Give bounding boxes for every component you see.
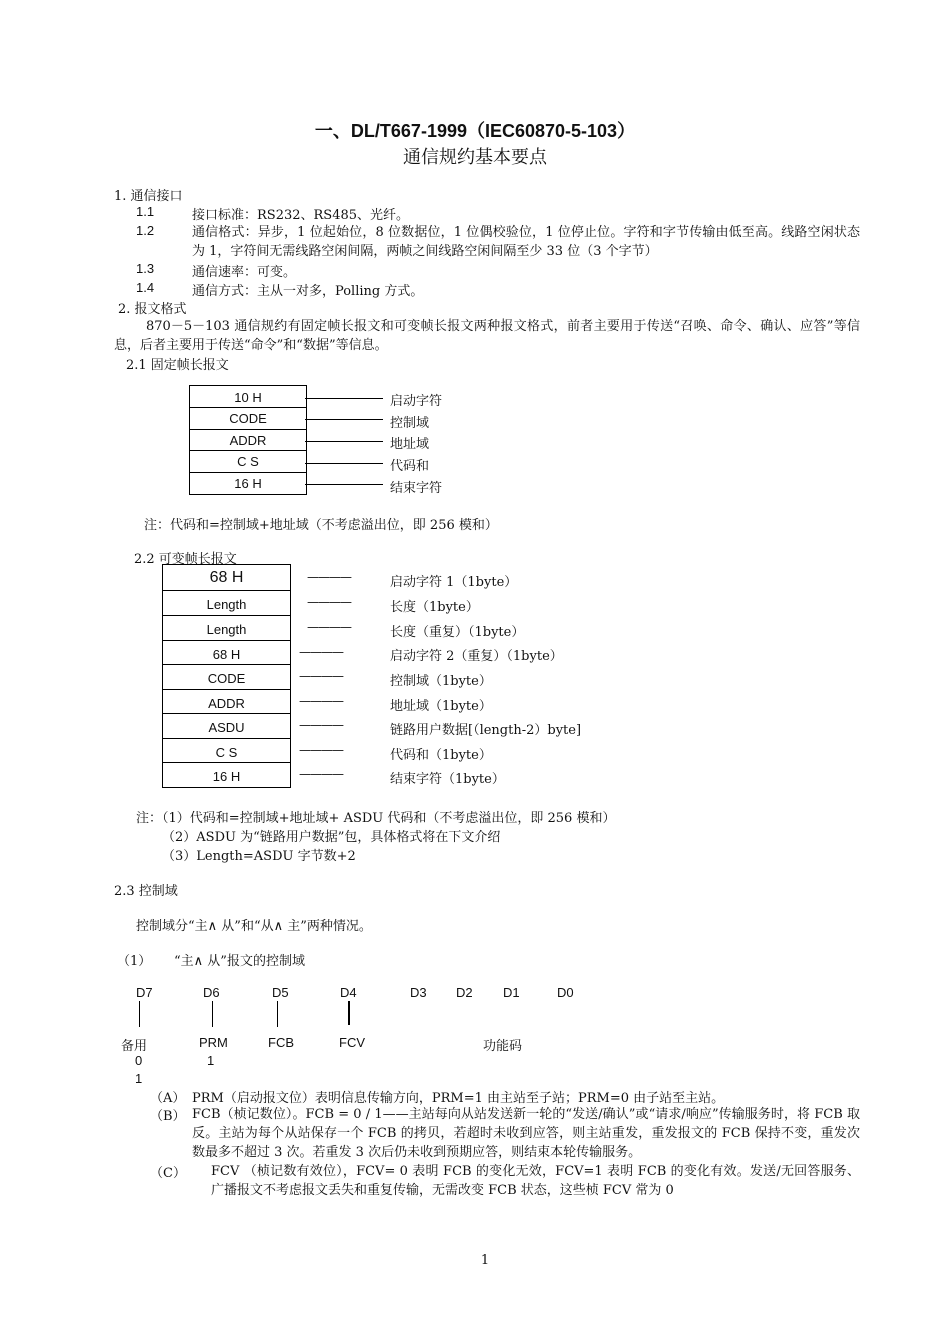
variable-frame-label: 启动字符 1（1byte） [390, 575, 518, 590]
bit-tick [139, 1001, 140, 1027]
dash-connector: ———— [307, 570, 351, 584]
section-2-intro: 870－5－103 通信规约有固定帧长报文和可变帧长报文两种报文格式，前者主要用于传送“召唤、命令、确认、应答”等信息，后者主要用于传送“命令”和“数据”等信息。 [114, 319, 860, 353]
item-text: 通信速率：可变。 [192, 265, 297, 280]
item-tag: （B） [150, 1109, 186, 1124]
fixed-frame-label: 结束字符 [390, 481, 443, 496]
subsection-number: （1） [117, 954, 152, 969]
fixed-frame-note: 注：代码和=控制域+地址域（不考虑溢出位，即 256 模和） [144, 518, 498, 533]
bit-tick [277, 1001, 278, 1027]
fixed-frame-cell: 10 H [234, 390, 262, 405]
variable-frame-label: 代码和（1byte） [390, 748, 492, 763]
dash-connector: ———— [299, 767, 343, 781]
item-num: 1.3 [136, 261, 155, 276]
fixed-frame-label: 控制域 [390, 416, 430, 431]
section-1-heading: 1. 通信接口 [114, 189, 183, 204]
fixed-frame-cell: ADDR [190, 429, 306, 451]
subsection-title: “主∧ 从”报文的控制域 [174, 954, 305, 969]
item-num: 1.1 [136, 204, 155, 219]
bit-label: D2 [456, 985, 473, 1000]
fixed-frame-label: 启动字符 [390, 394, 443, 409]
item-num: 1.2 [136, 223, 155, 238]
variable-frame-label: 长度（1byte） [390, 600, 479, 615]
variable-frame-note: （3）Length=ASDU 字节数+2 [162, 849, 356, 864]
variable-frame-cell: 68 H [209, 569, 244, 586]
variable-frame-label: 控制域（1byte） [390, 674, 492, 689]
connector-line [305, 419, 383, 420]
item-num: 1.4 [136, 280, 155, 295]
variable-frame-cell: ADDR [163, 689, 290, 714]
item-body: FCV （桢记数有效位），FCV= 0 表明 FCB 的变化无效，FCV=1 表明 FCB 的变化有效。发送/无回答服务、广播报文不考虑报文丢失和重复传输，无需改变 FCB 状态，这些桢 FCV 常为 0 [211, 1164, 860, 1198]
field-label: 备用 [121, 1039, 148, 1054]
variable-frame-note: （2）ASDU 为“链路用户数据”包，具体格式将在下文介绍 [162, 830, 501, 845]
variable-frame-cell: ASDU [163, 713, 290, 738]
connector-line [305, 398, 383, 399]
field-label: FCB [268, 1035, 294, 1050]
item-tag: （A） [150, 1091, 186, 1106]
variable-frame-cell: 16 H [163, 762, 290, 787]
section-2-3-heading: 2.3 控制域 [114, 884, 178, 899]
field-label: FCV [339, 1035, 365, 1050]
variable-frame-cell: C S [163, 738, 290, 763]
fixed-frame-table [189, 385, 307, 495]
variable-frame-label: 链路用户数据[（length-2）byte] [390, 723, 582, 738]
variable-frame-label: 结束字符（1byte） [390, 772, 505, 787]
dash-connector: ———— [299, 669, 343, 683]
item-text: 通信格式：异步，1 位起始位，8 位数据位，1 位偶校验位，1 位停止位。字符和字节传输由低至高。线路空闲状态为 1，字符间无需线路空闲间隔，两帧之间线路空闲间隔至少 33 位（3 个字节） [192, 225, 860, 259]
connector-line [305, 463, 383, 464]
section-2-heading: 2. 报文格式 [118, 302, 187, 317]
item-body: FCB（桢记数位）。FCB = 0 / 1——主站每向从站发送新一轮的“发送/确认”或“请求/响应”传输服务时，将 FCB 取反。主站为每个从站保存一个 FCB 的拷贝，若超时未收到应答，则主站重发，重发报文的 FCB 保持不变，重发次数最多不超过 3 次。若重发 3 次后仍未收到预期应答，则结束本轮传输服务。 [192, 1107, 860, 1160]
bit-label: D6 [203, 985, 220, 1000]
field-value: 0 [135, 1053, 143, 1068]
bit-tick [348, 1001, 350, 1025]
doc-title: 一、DL/T667-1999（IEC60870-5-103） [314, 121, 636, 141]
variable-frame-label: 启动字符 2（重复）（1byte） [390, 649, 563, 664]
variable-frame-cell: Length [163, 615, 290, 640]
dash-connector: ———— [307, 595, 351, 609]
connector-line [305, 441, 383, 442]
dash-connector: ———— [307, 620, 351, 634]
fixed-frame-cell: CODE [190, 407, 306, 429]
page-number: 1 [480, 1253, 490, 1268]
item-tag: （C） [150, 1166, 186, 1181]
dash-connector: ———— [299, 645, 343, 659]
variable-frame-cell: 68 H [163, 640, 290, 665]
fixed-frame-cell: 16 H [190, 472, 306, 494]
variable-frame-label: 长度（重复）（1byte） [390, 625, 525, 640]
fixed-frame-label: 代码和 [390, 459, 430, 474]
bit-label: D4 [340, 985, 357, 1000]
variable-frame-label: 地址域（1byte） [390, 699, 492, 714]
variable-frame-note: 注：（1）代码和=控制域+地址域+ ASDU 代码和（不考虑溢出位，即 256 模和） [136, 811, 616, 826]
bit-label: D3 [410, 985, 427, 1000]
dash-connector: ———— [299, 718, 343, 732]
section-2-1-heading: 2.1 固定帧长报文 [126, 358, 229, 373]
field-label: 功能码 [483, 1039, 523, 1054]
item-body: PRM（启动报文位）表明信息传输方向，PRM=1 由主站至子站；PRM=0 由子站至主站。 [192, 1091, 725, 1106]
field-value: 1 [207, 1053, 215, 1068]
fixed-frame-cell: C S [190, 450, 306, 472]
item-text: 接口标准：RS232、RS485、光纤。 [192, 208, 410, 223]
variable-frame-table [162, 564, 291, 788]
bit-label: D0 [557, 985, 574, 1000]
item-text: 通信方式：主从一对多，Polling 方式。 [192, 284, 424, 299]
doc-subtitle: 通信规约基本要点 [403, 147, 547, 168]
bit-label: D1 [503, 985, 520, 1000]
dash-connector: ———— [299, 743, 343, 757]
connector-line [305, 484, 383, 485]
variable-frame-cell: CODE [163, 664, 290, 689]
bit-tick [212, 1001, 213, 1027]
dash-connector: ———— [299, 694, 343, 708]
bit-label: D7 [136, 985, 153, 1000]
section-2-3-intro: 控制域分“主∧ 从”和“从∧ 主”两种情况。 [136, 919, 372, 934]
section-2-2-heading: 2.2 可变帧长报文 [134, 552, 237, 567]
bit-label: D5 [272, 985, 289, 1000]
field-label: PRM [199, 1035, 228, 1050]
fixed-frame-label: 地址域 [390, 437, 430, 452]
field-value: 1 [135, 1071, 143, 1086]
variable-frame-cell: Length [163, 590, 290, 615]
